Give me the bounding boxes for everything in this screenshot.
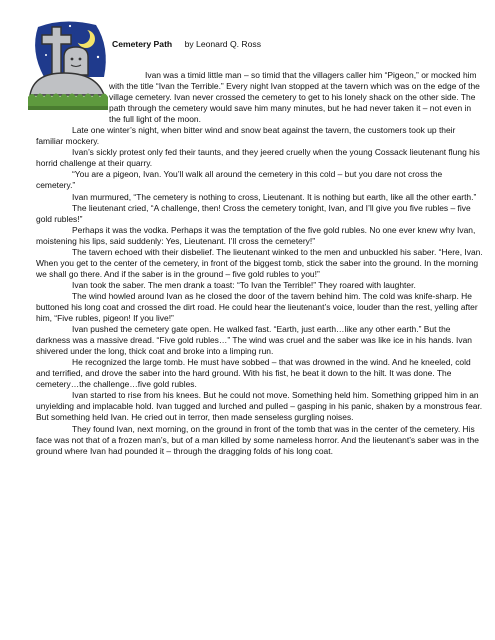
paragraph: They found Ivan, next morning, on the ground in front of the tomb that was in the center of the cemetery. His face was not that of a frozen man’s, but of a man killed by some nameless horror. And the lieutenant’s saber was in the ground where Ivan had pounded it – through the dragging folds of his long coat. — [36, 423, 479, 456]
story-body — [36, 70, 483, 457]
paragraph: Ivan pushed the cemetery gate open. He walked fast. “Earth, just earth…like any other earth.” But the darkness was a massive dread. “Five gold rubles…” The wind was cruel and the saber was like ice in his hands. Ivan shivered under the long, thick coat and broke into a limping run. — [36, 324, 472, 357]
paragraph: Late one winter’s night, when bitter wind and snow beat against the tavern, the customers took up their familiar mockery. — [36, 125, 456, 147]
paragraph: Ivan was a timid little man – so timid that the villagers caller him “Pigeon,” or mocked him with the title “Ivan the Terrible.” Every night Ivan stopped at the tavern which was on the edge of the village cemetery. Ivan never crossed the cemetery to get to his lonely shack on the other side. The path through the cemetery would save him many minutes, but he had never taken it – not even in the full light of the moon. — [109, 70, 480, 125]
paragraph: He recognized the large tomb. He must have sobbed – that was drowned in the wind. And he kneeled, cold and terrified, and drove the saber into the hard ground. With his fist, he beat it down to the hilt. It was done. The cemetery…the challenge…five gold rubles. — [36, 357, 471, 390]
paragraph: The wind howled around Ivan as he closed the door of the tavern behind him. The cold was knife-sharp. He buttoned his long coat and crossed the dirt road. He could hear the lieutenant’s voice, louder than the rest, yelling after him, “Five rubles, pigeon! If you live!” — [36, 290, 478, 324]
story-author: by Leonard Q. Ross — [184, 39, 262, 49]
paragraph: Ivan’s sickly protest only fed their taunts, and they jeered cruelly when the young Cossack lieutenant flung his horrid challenge at their quarry. — [36, 147, 480, 169]
paragraph: Ivan started to rise from his knees. But he could not move. Something held him. Something gripped him in an unyielding and implacable hold. Ivan tugged and lurched and pulled – gasping in his panic, shaken by a monstrous fear. But something held Ivan. He cried out in terror, then made senseless gurgling noises. — [36, 390, 483, 423]
story-title: Cemetery Path — [112, 39, 173, 49]
paragraph: The tavern echoed with their disbelief. The lieutenant winked to the men and unbuckled his saber. “Here, Ivan. When you get to the center of the cemetery, in front of the biggest tomb, stick the saber into the ground. In the morning we shall go there. And if the saber is in the ground – five gold rubles to you!” — [36, 246, 483, 279]
paragraph: “You are a pigeon, Ivan. You’ll walk all around the cemetery in this cold – but you dare not cross the cemetery.” — [36, 169, 443, 191]
document-header — [112, 39, 261, 50]
paragraph: Ivan took the saber. The men drank a toast: “To Ivan the Terrible!” They roared with laughter. — [72, 279, 416, 290]
paragraph: Perhaps it was the vodka. Perhaps it was the temptation of the five gold rubles. No one ever knew why Ivan, moistening his lips, said suddenly: Yes, Lieutenant. I’ll cross the cemetery!” — [36, 224, 476, 246]
paragraph: The lieutenant cried, “A challenge, then! Cross the cemetery tonight, Ivan, and I’ll give you five rubles – five gold rubles!” — [36, 202, 471, 224]
paragraph: Ivan murmured, “The cemetery is nothing to cross, Lieutenant. It is nothing but earth, like all the other earth.” — [72, 191, 477, 202]
